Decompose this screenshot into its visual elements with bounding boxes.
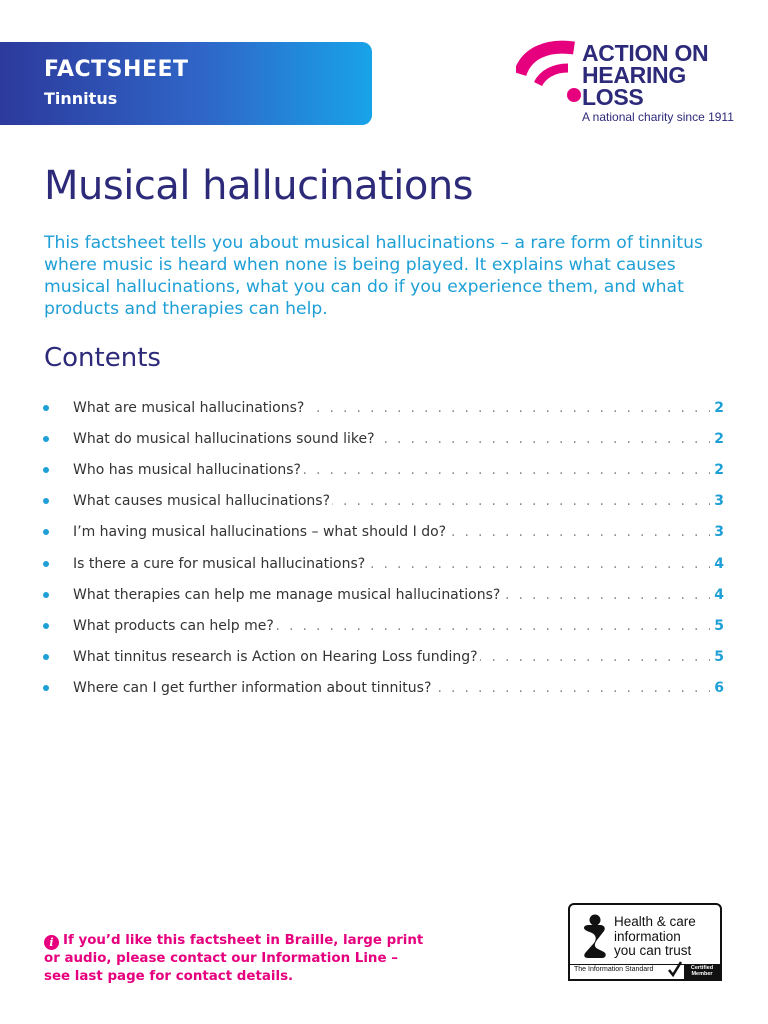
banner-subtitle: Tinnitus [44, 89, 118, 108]
contents-item-label: What causes musical hallucinations? [73, 493, 331, 510]
contents-heading: Contents [44, 343, 161, 373]
accessibility-note [44, 932, 424, 985]
logo-text-line1: ACTION ON [582, 40, 709, 66]
bullet-icon [43, 436, 49, 442]
badge-line2: information [614, 928, 681, 944]
badge-certified-line1: Certified [690, 965, 714, 971]
information-standard-logo-icon [580, 914, 610, 960]
contents-item-page: 2 [714, 461, 724, 478]
bullet-icon [43, 592, 49, 598]
intro-paragraph: This factsheet tells you about musical hallucinations – a rare form of tinnitus where music is heard when none is being played. It explains what causes musical hallucinations, what you can do if you experience them, and what products and therapies can help. [44, 233, 703, 319]
logo-text-line2: HEARING [582, 62, 686, 88]
contents-item[interactable] [40, 548, 724, 579]
contents-item-label: What therapies can help me manage musical hallucinations? [73, 586, 501, 603]
bullet-icon [43, 498, 49, 504]
contents-list [40, 392, 724, 704]
contents-item[interactable] [40, 673, 724, 704]
contents-item-page: 2 [714, 430, 724, 447]
contents-item[interactable] [40, 642, 724, 673]
contents-item-label: What products can help me? [73, 617, 274, 634]
contents-item-page: 6 [714, 680, 724, 697]
page-title: Musical hallucinations [44, 163, 474, 209]
contents-item[interactable] [40, 610, 724, 641]
badge-line1: Health & care [614, 914, 696, 929]
info-icon: i [44, 935, 59, 950]
contents-item[interactable] [40, 486, 724, 517]
banner-title: FACTSHEET [44, 57, 189, 82]
badge-certified [684, 964, 720, 979]
contents-item[interactable] [40, 517, 724, 548]
check-icon [668, 961, 682, 977]
contents-item-label: I’m having musical hallucinations – what should I do? [73, 524, 447, 541]
contents-item-label: Who has musical hallucinations? [73, 461, 301, 478]
information-standard-badge [568, 903, 722, 981]
contents-item-page: 5 [714, 649, 724, 666]
bullet-icon [43, 623, 49, 629]
bullet-icon [43, 529, 49, 535]
bullet-icon [43, 654, 49, 660]
contents-item[interactable] [40, 423, 724, 454]
contents-item-page: 4 [714, 555, 724, 572]
badge-standard-label: The Information Standard [574, 966, 654, 973]
contents-item-label: Is there a cure for musical hallucinations? [73, 555, 366, 572]
bullet-icon [43, 405, 49, 411]
contents-item-page: 3 [714, 493, 724, 510]
badge-certified-line2: Member [691, 971, 713, 977]
contents-item-page: 4 [714, 586, 724, 603]
accessibility-note-text: If you’d like this factsheet in Braille, large print or audio, please contact our Information Line – see last page for contact details. [44, 933, 424, 984]
bullet-icon [43, 685, 49, 691]
bullet-icon [43, 467, 49, 473]
contents-item-label: What tinnitus research is Action on Hearing Loss funding? [73, 649, 478, 666]
contents-item-page: 2 [714, 399, 724, 416]
logo-text-line3: LOSS [582, 84, 644, 110]
logo-icon [516, 40, 582, 106]
contents-item-label: What do musical hallucinations sound like? [73, 430, 375, 447]
contents-item[interactable] [40, 579, 724, 610]
contents-item-page: 3 [714, 524, 724, 541]
contents-item[interactable] [40, 454, 724, 485]
contents-item[interactable] [40, 392, 724, 423]
factsheet-banner [0, 42, 372, 125]
contents-item-label: What are musical hallucinations? [73, 399, 305, 416]
bullet-icon [43, 561, 49, 567]
contents-item-label: Where can I get further information about tinnitus? [73, 680, 432, 697]
badge-line3: you can trust [614, 943, 692, 958]
logo-tagline: A national charity since 1911 [582, 110, 734, 124]
contents-item-page: 5 [714, 617, 724, 634]
